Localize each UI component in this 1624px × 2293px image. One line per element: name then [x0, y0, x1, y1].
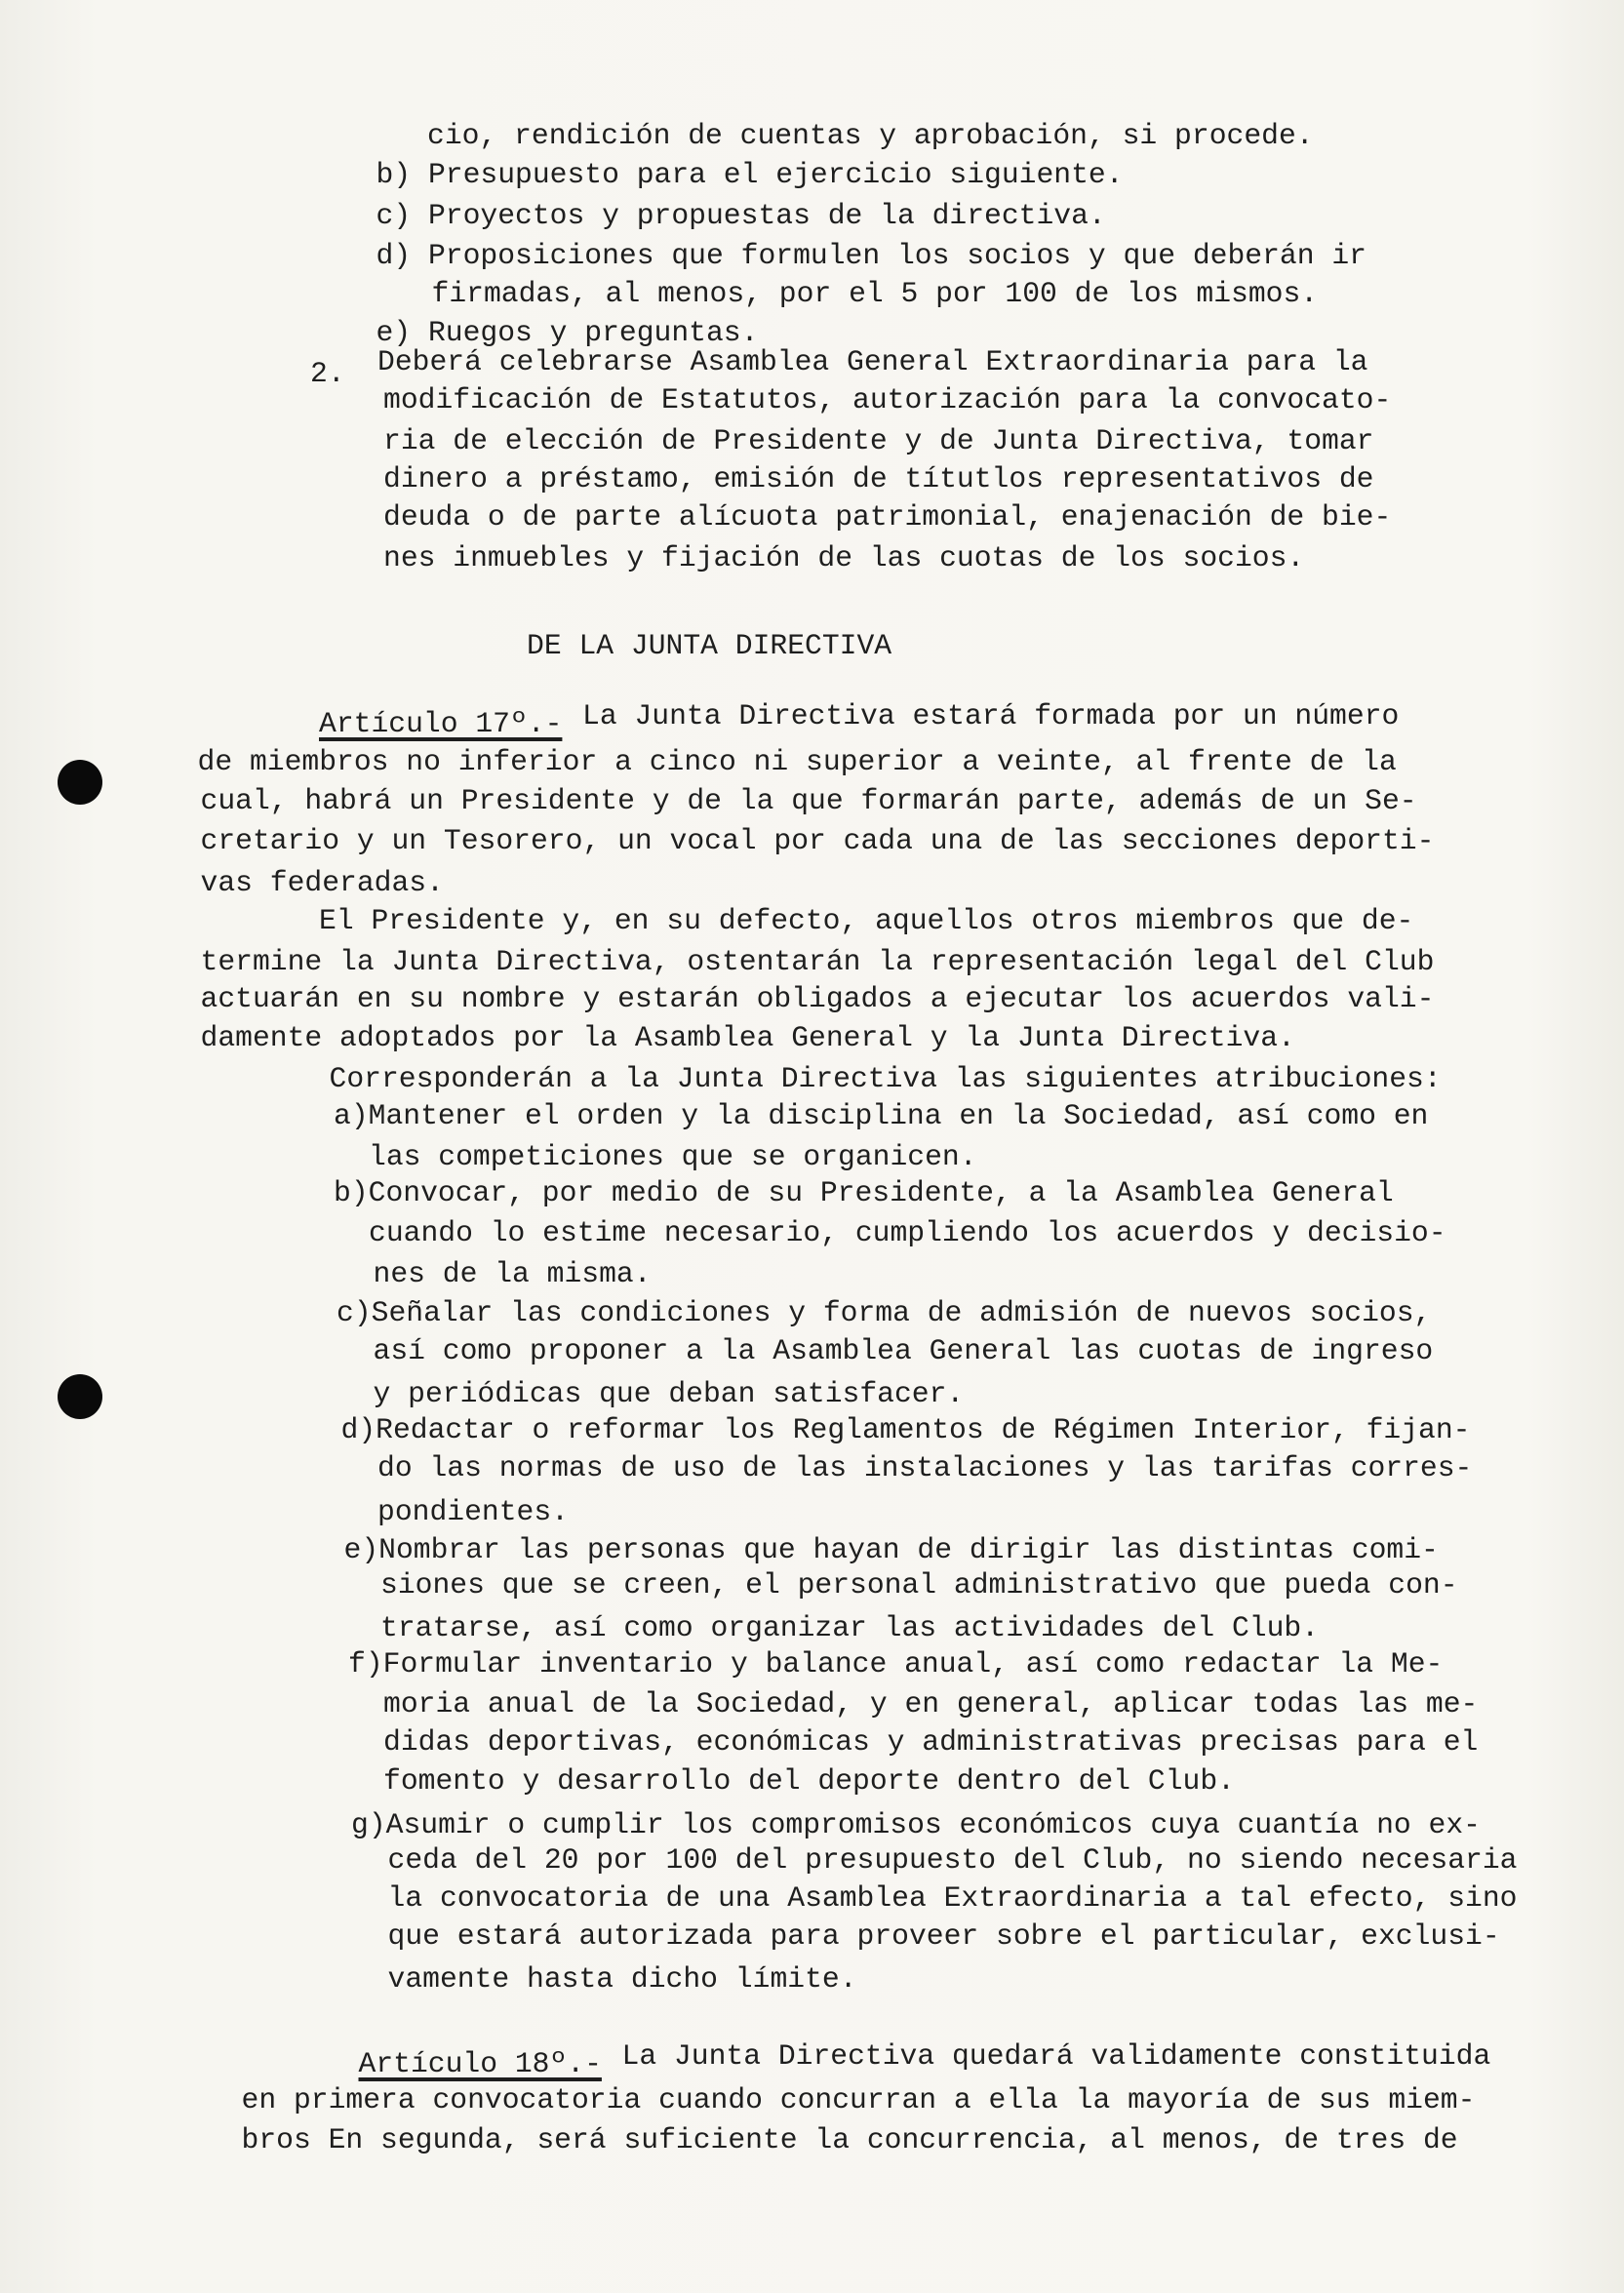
text-line: c)Señalar las condiciones y forma de admisión de nuevos socios, [337, 1296, 1432, 1329]
text-line: Corresponderán a la Junta Directiva las siguientes atribuciones: [329, 1062, 1442, 1095]
text-line: firmadas, al menos, por el 5 por 100 de los mismos. [431, 276, 1319, 310]
text-line: que estará autorizada para proveer sobre el particular, exclusi- [387, 1919, 1500, 1953]
text-line: y periódicas que deban satisfacer. [373, 1376, 965, 1410]
text-line: modificación de Estatutos, autorización para la convocato- [383, 383, 1392, 416]
text-line: do las normas de uso de las instalaciones y las tarifas corres- [377, 1451, 1473, 1484]
text-line: las competiciones que se organicen. [369, 1139, 977, 1173]
text-line: ria de elección de Presidente y de Junta Directiva, tomar [383, 424, 1374, 457]
text-line: nes de la misma. [373, 1256, 652, 1290]
text-line: actuarán en su nombre y estarán obligados a ejecutar los acuerdos vali- [200, 981, 1435, 1015]
article-18-label: Artículo 18º.- [358, 2046, 602, 2080]
punch-hole [58, 760, 102, 805]
text-line: siones que se creen, el personal administrativo que pueda con- [380, 1568, 1458, 1601]
text-line: b) Presupuesto para el ejercicio siguiente. [376, 158, 1124, 191]
text-line: cio, rendición de cuentas y aprobación, si procede. [427, 118, 1314, 152]
text-line: La Junta Directiva estará formada por un número [582, 699, 1400, 732]
text-line: deuda o de parte alícuota patrimonial, enajenación de bie- [383, 500, 1392, 534]
text-line: dinero a préstamo, emisión de títutlos representativos de [383, 462, 1374, 495]
text-line: vamente hasta dicho límite. [387, 1961, 857, 1996]
text-line: la convocatoria de una Asamblea Extraordinaria a tal efecto, sino [387, 1881, 1518, 1915]
text-line: así como proponer a la Asamblea General las cuotas de ingreso [373, 1334, 1434, 1367]
text-line: d)Redactar o reformar los Reglamentos de Régimen Interior, fijan- [340, 1413, 1471, 1446]
text-line: g)Asumir o cumplir los compromisos económicos cuya cuantía no ex- [351, 1808, 1482, 1841]
text-line: pondientes. [377, 1495, 569, 1528]
text-line: e)Nombrar las personas que hayan de dirigir las distintas comi- [343, 1533, 1439, 1566]
text-line: 2. [310, 357, 345, 390]
text-line: El Presidente y, en su defecto, aquellos otros miembros que de- [319, 904, 1414, 937]
text-line: termine la Junta Directiva, ostentarán la representación legal del Club [200, 945, 1435, 978]
text-line: La Junta Directiva quedará validamente constituida [621, 2039, 1491, 2073]
text-line: nes inmuebles y fijación de las cuotas de los socios. [383, 541, 1305, 574]
text-line: de miembros no inferior a cinco ni superior a veinte, al frente de la [197, 744, 1397, 778]
text-line: ceda del 20 por 100 del presupuesto del Club, no siendo necesaria [387, 1843, 1518, 1877]
text-line: a)Mantener el orden y la disciplina en la Sociedad, así como en [334, 1098, 1429, 1132]
text-line: moria anual de la Sociedad, y en general, aplicar todas las me- [383, 1686, 1479, 1720]
text-line: e) Ruegos y preguntas. [376, 316, 759, 349]
text-line: bros En segunda, será suficiente la concurrencia, al menos, de tres de [241, 2122, 1458, 2156]
text-line: en primera convocatoria cuando concurran a ella la mayoría de sus miem- [241, 2083, 1476, 2116]
article-17-label: Artículo 17º.- [319, 706, 563, 740]
text-line: d) Proposiciones que formulen los socios y que deberán ir [376, 238, 1367, 272]
text-line: c) Proyectos y propuestas de la directiva. [376, 199, 1106, 232]
text-line: vas federadas. [200, 866, 444, 899]
section-heading: DE LA JUNTA DIRECTIVA [527, 629, 892, 662]
text-line: cretario y un Tesorero, un vocal por cada una de las secciones deporti- [200, 823, 1435, 857]
text-line: tratarse, así como organizar las actividades del Club. [380, 1610, 1320, 1644]
text-line: Deberá celebrarse Asamblea General Extraordinaria para la [377, 345, 1368, 378]
text-line: damente adoptados por la Asamblea General y la Junta Directiva. [200, 1021, 1295, 1054]
text-line: cuando lo estime necesario, cumpliendo los acuerdos y decisio- [369, 1215, 1446, 1249]
punch-hole [58, 1374, 102, 1419]
text-line: cual, habrá un Presidente y de la que formarán parte, además de un Se- [200, 784, 1417, 817]
text-line: didas deportivas, económicas y administrativas precisas para el [383, 1724, 1479, 1759]
text-line: b)Convocar, por medio de su Presidente, a la Asamblea General [334, 1176, 1394, 1209]
text-line: f)Formular inventario y balance anual, así como redactar la Me- [348, 1647, 1444, 1680]
text-line: fomento y desarrollo del deporte dentro del Club. [383, 1764, 1235, 1798]
